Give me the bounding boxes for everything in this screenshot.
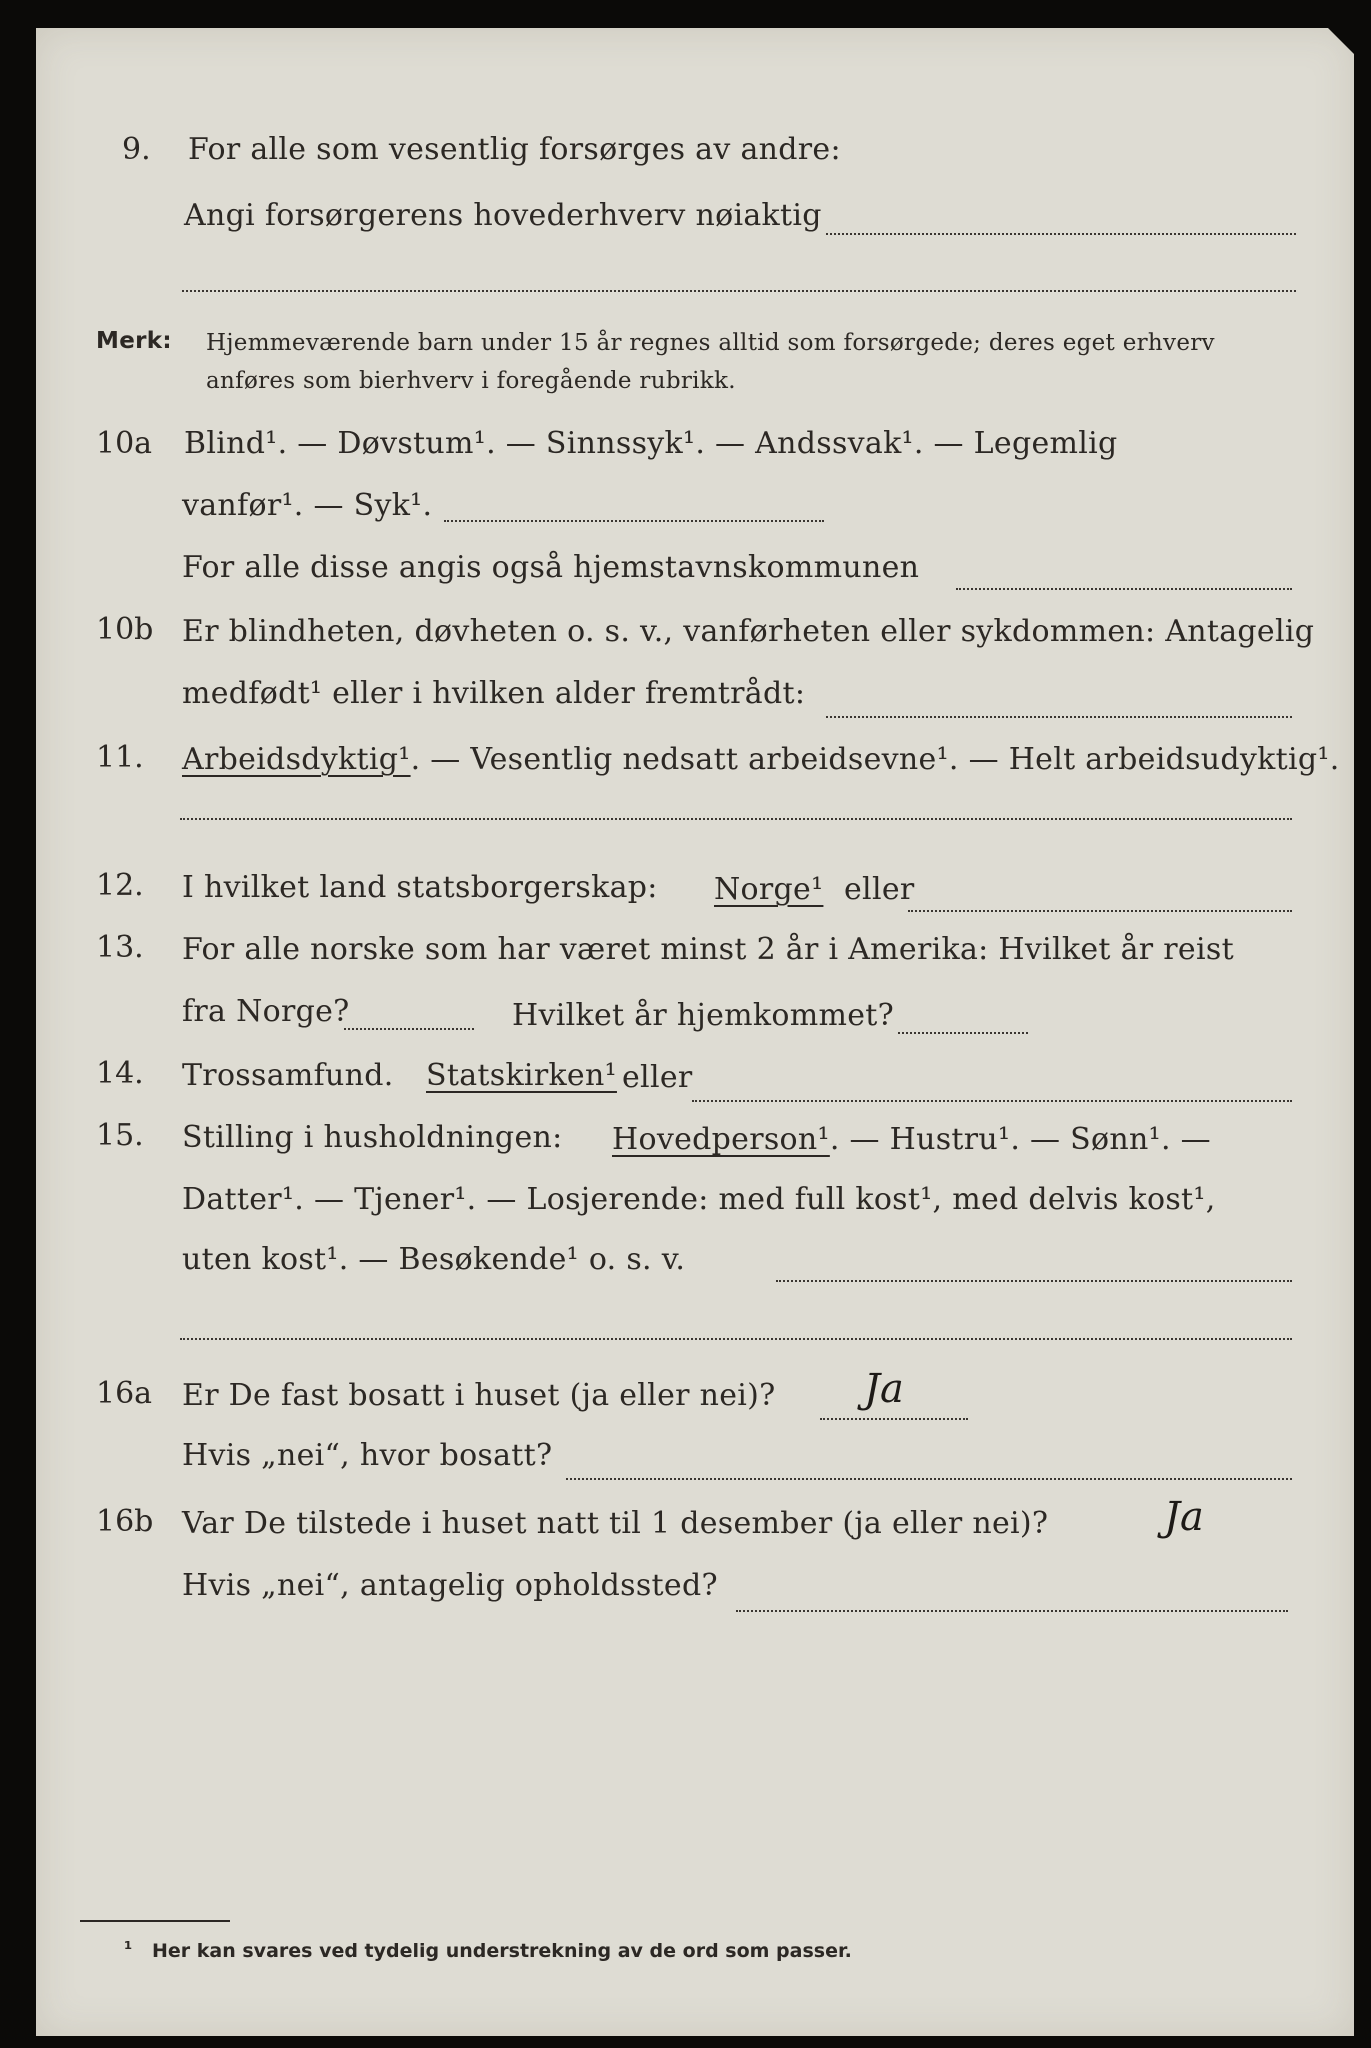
q11-number: 11.: [96, 740, 144, 775]
q16a-bosatt-field[interactable]: [566, 1478, 1292, 1480]
q12-option-norge[interactable]: Norge¹: [714, 872, 824, 907]
merk-label: Merk:: [96, 328, 172, 354]
q12-number: 12.: [96, 868, 144, 903]
merk-line2: anføres som bierhverv i foregående rubrikk.: [206, 368, 736, 394]
q10a-line3: For alle disse angis også hjemstavnskommunen: [182, 550, 920, 585]
merk-line1: Hjemmeværende barn under 15 år regnes alltid som forsørgede; deres eget erhverv: [206, 330, 1215, 356]
q15-line3: uten kost¹. — Besøkende¹ o. s. v.: [182, 1242, 686, 1277]
q16b-handwritten-answer[interactable]: Ja: [1164, 1494, 1204, 1540]
q14-answer-field[interactable]: [692, 1100, 1292, 1102]
q15-number: 15.: [96, 1118, 144, 1153]
footnote-mark: ¹: [124, 1938, 133, 1960]
q16a-number: 16a: [96, 1376, 153, 1411]
q11-option-arbeidsdyktig[interactable]: Arbeidsdyktig¹: [182, 742, 411, 777]
q10a-syk-field[interactable]: [444, 520, 824, 522]
q13-reist-field[interactable]: [344, 1028, 474, 1030]
q9-answer-field[interactable]: [826, 233, 1296, 235]
q16b-opholdssted-field[interactable]: [736, 1610, 1288, 1612]
q9-number: 9.: [122, 132, 151, 167]
q14-option-statskirken[interactable]: Statskirken¹: [426, 1058, 617, 1093]
q16a-answer-field[interactable]: [820, 1418, 968, 1420]
q13-line2b: Hvilket år hjemkommet?: [512, 998, 895, 1033]
q10b-line2: medfødt¹ eller i hvilken alder fremtrådt:: [182, 676, 806, 711]
torn-corner: [1328, 28, 1354, 54]
q10a-kommune-field[interactable]: [956, 588, 1292, 590]
footnote-rule: [80, 1920, 230, 1922]
q15-text: Stilling i husholdningen:: [182, 1120, 563, 1155]
q16a-handwritten-answer[interactable]: Ja: [864, 1366, 904, 1412]
q11-answer-line[interactable]: [180, 818, 1292, 820]
q12-answer-field[interactable]: [908, 910, 1292, 912]
q16b-number: 16b: [96, 1504, 154, 1539]
q13-number: 13.: [96, 930, 144, 965]
q9-line1: For alle som vesentlig forsørges av andre:: [188, 132, 841, 167]
q10a-number: 10a: [96, 426, 153, 461]
q13-line2a: fra Norge?: [182, 994, 350, 1029]
q16a-line2: Hvis „nei“, hvor bosatt?: [182, 1438, 553, 1473]
q15-rest1: . — Hustru¹. — Sønn¹. —: [829, 1122, 1211, 1157]
q14-tail: eller: [622, 1060, 693, 1095]
q16a-line1: Er De fast bosatt i huset (ja eller nei)?: [182, 1378, 776, 1413]
q15-option-hovedperson[interactable]: Hovedperson¹: [612, 1122, 830, 1157]
q12-text: I hvilket land statsborgerskap:: [182, 870, 658, 905]
q16b-line1: Var De tilstede i huset natt til 1 desember (ja eller nei)?: [182, 1506, 1049, 1541]
q9-line2: Angi forsørgerens hovederhverv nøiaktig: [184, 198, 822, 233]
q11-line: [182, 742, 1340, 777]
q10b-line1: Er blindheten, døvheten o. s. v., vanførheten eller sykdommen: Antagelig: [182, 614, 1315, 649]
q14-text: Trossamfund.: [182, 1058, 394, 1093]
q10b-answer-field[interactable]: [826, 716, 1292, 718]
q10a-line2: vanfør¹. — Syk¹.: [182, 488, 433, 523]
q15-line2: Datter¹. — Tjener¹. — Losjerende: med full kost¹, med delvis kost¹,: [182, 1182, 1216, 1217]
q12-tail: eller: [844, 872, 915, 907]
q14-number: 14.: [96, 1056, 144, 1091]
q15-line1-rest: [612, 1122, 1211, 1157]
q11-rest: . — Vesentlig nedsatt arbeidsevne¹. — Helt arbeidsudyktig¹.: [410, 742, 1340, 777]
footnote-text: Her kan svares ved tydelig understrekning av de ord som passer.: [152, 1940, 852, 1962]
q13-line1: For alle norske som har været minst 2 år i Amerika: Hvilket år reist: [182, 932, 1234, 967]
q10b-number: 10b: [96, 612, 154, 647]
form-page: [36, 28, 1354, 2036]
q10a-line1: Blind¹. — Døvstum¹. — Sinnssyk¹. — Andssvak¹. — Legemlig: [184, 426, 1118, 461]
q15-answer-line2[interactable]: [180, 1338, 1292, 1340]
q13-hjemkommet-field[interactable]: [898, 1032, 1028, 1034]
q15-answer-field[interactable]: [776, 1280, 1292, 1282]
q16b-line2: Hvis „nei“, antagelig opholdssted?: [182, 1568, 718, 1603]
q9-answer-line2[interactable]: [182, 290, 1296, 292]
